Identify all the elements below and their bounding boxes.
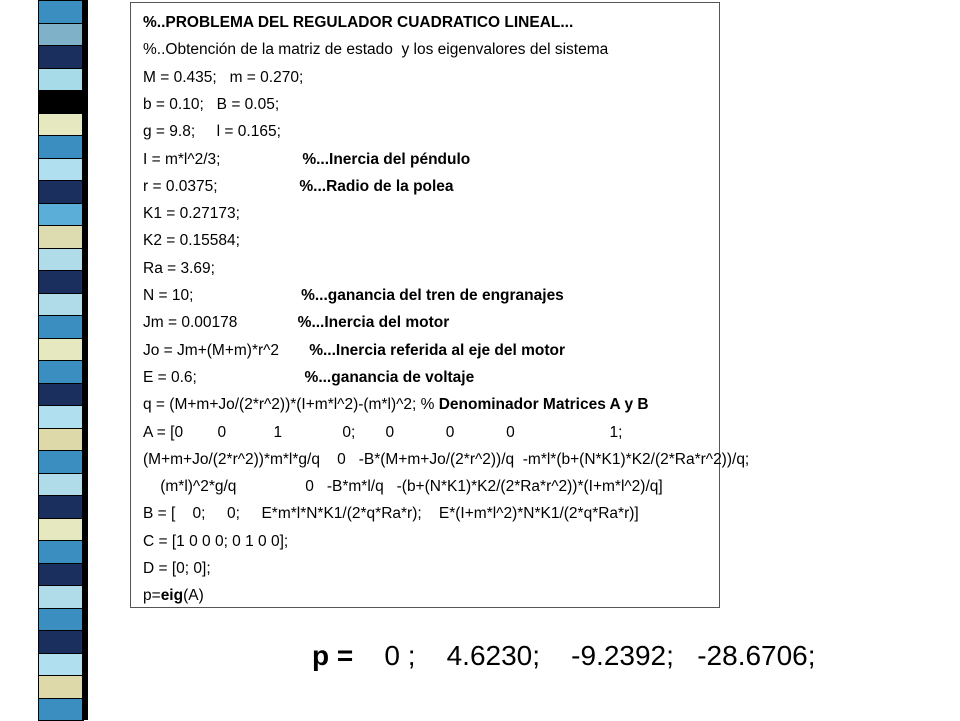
code-comment: eig — [161, 587, 183, 604]
code-text: b = 0.10; B = 0.05; — [143, 96, 279, 113]
code-text: (A) — [183, 587, 204, 604]
code-line — [143, 259, 215, 279]
strip-square — [38, 248, 84, 272]
strip-square — [38, 23, 84, 47]
code-text: N = 10; — [143, 287, 301, 304]
strip-square — [38, 540, 84, 564]
strip-square — [38, 0, 84, 24]
strip-square — [38, 563, 84, 587]
strip-square — [38, 675, 84, 699]
strip-square — [38, 630, 84, 654]
matlab-code-box — [130, 2, 720, 608]
code-comment: %...Inercia del péndulo — [302, 151, 470, 168]
strip-square — [38, 135, 84, 159]
code-line — [143, 286, 564, 306]
code-text: p= — [143, 587, 161, 604]
strip-square — [38, 203, 84, 227]
code-line — [143, 477, 663, 497]
code-text: K1 = 0.27173; — [143, 205, 240, 222]
code-line — [143, 586, 204, 606]
code-line — [143, 204, 240, 224]
code-text: Ra = 3.69; — [143, 260, 215, 277]
code-text: K2 = 0.15584; — [143, 232, 240, 249]
code-comment: %..PROBLEMA DEL REGULADOR CUADRATICO LINEAL... — [143, 14, 573, 31]
code-text: (M+m+Jo/(2*r^2))*m*l*g/q 0 -B*(M+m+Jo/(2*r^2))/q -m*l*(b+(N*K1)*K2/(2*Ra*r^2))/q; — [143, 451, 749, 468]
code-line — [143, 177, 454, 197]
code-comment: %...ganancia de voltaje — [305, 369, 475, 386]
strip-square — [38, 473, 84, 497]
code-text: I = m*l^2/3; — [143, 151, 302, 168]
strip-square — [38, 225, 84, 249]
code-text: C = [1 0 0 0; 0 1 0 0]; — [143, 533, 288, 550]
code-comment: %...Radio de la polea — [299, 178, 453, 195]
strip-square — [38, 315, 84, 339]
code-comment: %...Inercia del motor — [298, 314, 450, 331]
code-line — [143, 313, 449, 333]
code-line — [143, 150, 470, 170]
code-line — [143, 13, 573, 33]
code-text: q = (M+m+Jo/(2*r^2))*(I+m*l^2)-(m*l)^2; % — [143, 396, 439, 413]
strip-square — [38, 428, 84, 452]
strip-square — [38, 518, 84, 542]
code-text: A = [0 0 1 0; 0 0 0 1; — [143, 424, 622, 441]
strip-square — [38, 585, 84, 609]
strip-square — [38, 90, 84, 114]
code-line — [143, 68, 303, 88]
strip-square — [38, 180, 84, 204]
decorative-color-strip — [0, 0, 108, 720]
code-line — [143, 341, 565, 361]
strip-shadow — [82, 0, 88, 720]
code-text: D = [0; 0]; — [143, 560, 211, 577]
code-line — [143, 559, 211, 579]
strip-square — [38, 405, 84, 429]
strip-square — [38, 698, 84, 721]
result-values: 0 ; 4.6230; -9.2392; -28.6706; — [353, 640, 815, 671]
strip-square — [38, 360, 84, 384]
strip-square — [38, 653, 84, 677]
code-text: g = 9.8; l = 0.165; — [143, 123, 281, 140]
strip-square — [38, 495, 84, 519]
code-text: Jm = 0.00178 — [143, 314, 298, 331]
code-text: Jo = Jm+(M+m)*r^2 — [143, 342, 309, 359]
strip-square — [38, 450, 84, 474]
strip-square — [38, 270, 84, 294]
code-line — [143, 450, 749, 470]
code-text: B = [ 0; 0; E*m*l*N*K1/(2*q*Ra*r); E*(I+m*l^2)*N*K1/(2*q*Ra*r)] — [143, 505, 639, 522]
strip-square — [38, 158, 84, 182]
code-line — [143, 368, 474, 388]
code-line — [143, 504, 639, 524]
code-text: %..Obtención de la matriz de estado y los eigenvalores del sistema — [143, 41, 608, 58]
code-comment: %...Inercia referida al eje del motor — [309, 342, 565, 359]
code-text: (m*l)^2*g/q 0 -B*m*l/q -(b+(N*K1)*K2/(2*Ra*r^2))*(I+m*l^2)/q] — [143, 478, 663, 495]
code-line — [143, 532, 288, 552]
strip-square — [38, 338, 84, 362]
strip-square — [38, 113, 84, 137]
strip-square — [38, 383, 84, 407]
code-line — [143, 231, 240, 251]
code-line — [143, 395, 649, 415]
strip-square — [38, 293, 84, 317]
code-line — [143, 40, 608, 60]
strip-square — [38, 68, 84, 92]
code-line — [143, 122, 281, 142]
code-line — [143, 95, 279, 115]
eigenvalue-result — [312, 640, 816, 672]
code-text: E = 0.6; — [143, 369, 305, 386]
code-line — [143, 423, 622, 443]
code-comment: Denominador Matrices A y B — [439, 396, 649, 413]
strip-square — [38, 608, 84, 632]
code-text: r = 0.0375; — [143, 178, 299, 195]
strip-square — [38, 45, 84, 69]
code-comment: %...ganancia del tren de engranajes — [301, 287, 564, 304]
result-label: p = — [312, 640, 353, 671]
code-text: M = 0.435; m = 0.270; — [143, 69, 303, 86]
